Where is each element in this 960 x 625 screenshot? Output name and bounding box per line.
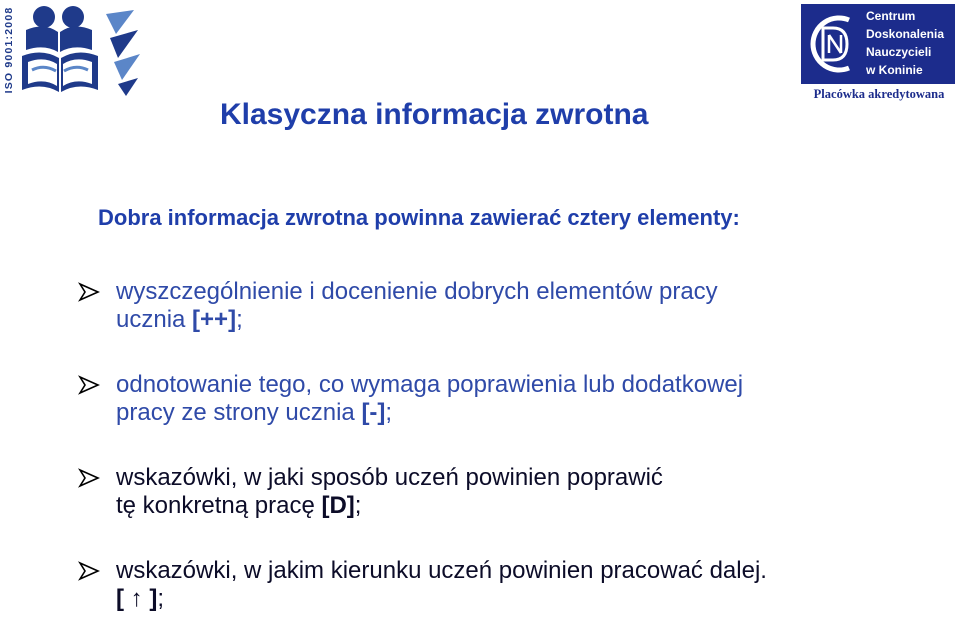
bullet-line — [116, 399, 948, 427]
bullet-tag: [++] — [192, 306, 237, 333]
bullet-text: tę konkretną pracę — [116, 492, 322, 519]
bullet-item — [78, 464, 948, 520]
bullet-item — [78, 278, 948, 334]
bullet-line — [116, 306, 948, 334]
cdn-logo — [801, 4, 955, 104]
arrowhead-bullet-icon — [78, 468, 100, 488]
bullet-line: wyszczególnienie i docenienie dobrych elementów pracy — [116, 278, 718, 305]
iso-logo — [0, 0, 145, 100]
cdn-logo-box — [801, 4, 955, 84]
bullet-line — [116, 585, 948, 613]
bullet-tag-open: [ — [116, 585, 131, 612]
bullet-end: ; — [236, 306, 243, 333]
bullet-item — [78, 557, 948, 613]
slide-intro: Dobra informacja zwrotna powinna zawierać cztery elementy: — [98, 205, 740, 230]
slide-title: Klasyczna informacja zwrotna — [220, 98, 649, 131]
iso-certification-text: ISO 9001:2008 — [3, 6, 15, 94]
cdn-name-lines — [866, 7, 944, 79]
bullet-line — [116, 492, 948, 520]
arrowhead-bullet-icon — [78, 561, 100, 581]
bullet-line: odnotowanie tego, co wymaga poprawienia lub dodatkowej — [116, 371, 744, 398]
bullet-end: ; — [354, 492, 362, 519]
bullet-tag: [-] — [361, 399, 386, 426]
bullet-text: pracy ze strony ucznia — [116, 399, 362, 426]
cdn-monogram-icon — [805, 8, 863, 80]
cdn-line: Doskonalenia — [866, 27, 945, 41]
school-logo-icon — [14, 0, 144, 100]
bullet-line: wskazówki, w jaki sposób uczeń powinien poprawić — [116, 464, 663, 491]
arrowhead-bullet-icon — [78, 282, 100, 302]
cdn-line: Nauczycieli — [866, 45, 932, 59]
bullet-line: wskazówki, w jakim kierunku uczeń powinien pracować dalej. — [116, 557, 767, 584]
bullet-end: ; — [385, 399, 393, 426]
bullet-tag: [D] — [321, 492, 355, 519]
bullet-tag-close: ] — [142, 585, 158, 612]
cdn-accreditation-text: Placówka akredytowana — [813, 87, 945, 101]
bullet-item — [78, 371, 948, 427]
cdn-line: Centrum — [866, 9, 916, 23]
cdn-line: w Koninie — [866, 63, 923, 77]
arrowhead-bullet-icon — [78, 375, 100, 395]
bullet-end: ; — [157, 585, 165, 612]
up-arrow-icon: ↑ — [130, 585, 143, 612]
bullet-list — [78, 278, 948, 613]
bullet-text: ucznia — [116, 306, 193, 333]
